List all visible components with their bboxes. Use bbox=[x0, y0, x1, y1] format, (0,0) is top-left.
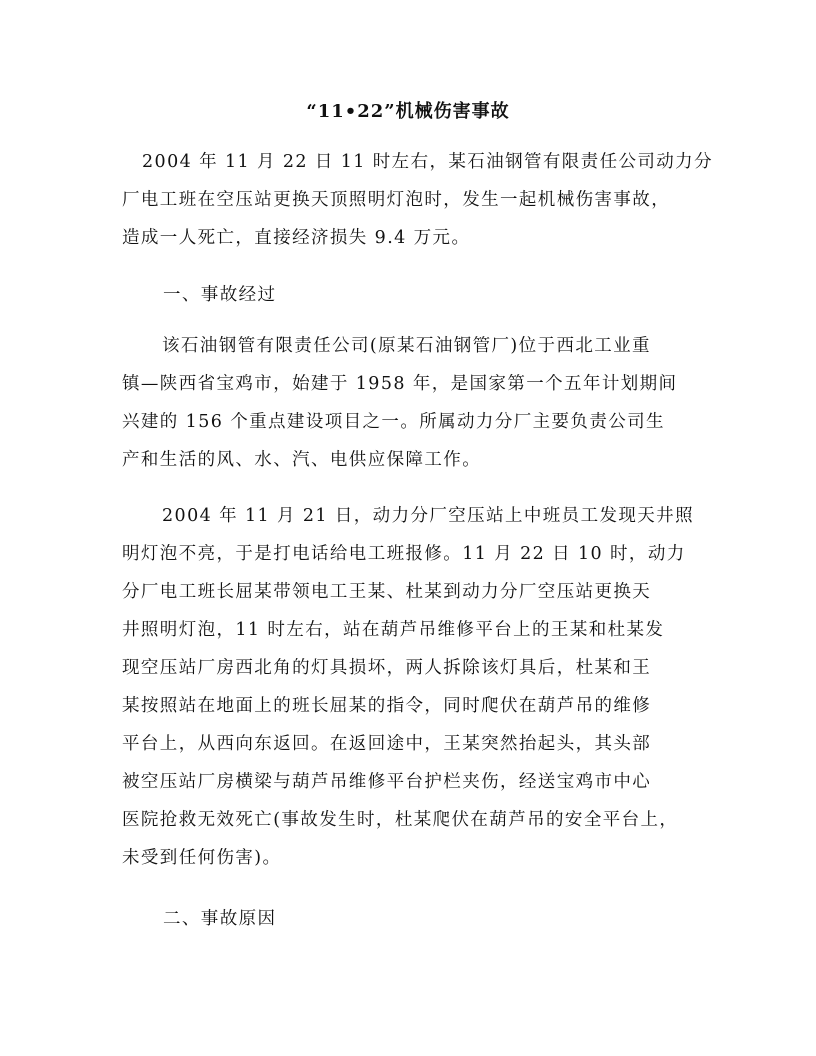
paragraph-line: 该石油钢管有限责任公司(原某石油钢管厂)位于西北工业重 bbox=[162, 336, 651, 356]
paragraph-line: 产和生活的风、水、汽、电供应保障工作。 bbox=[122, 450, 482, 470]
paragraph-line: 2004 年 11 月 21 日，动力分厂空压站上中班员工发现天井照 bbox=[162, 506, 694, 526]
document-title: “11•22”机械伤害事故 bbox=[306, 101, 510, 122]
section-heading-1: 一、事故经过 bbox=[163, 285, 277, 305]
intro-paragraph bbox=[122, 143, 713, 257]
paragraph-line: 兴建的 156 个重点建设项目之一。所属动力分厂主要负责公司生 bbox=[122, 412, 665, 432]
paragraph-line: 厂电工班在空压站更换天顶照明灯泡时，发生一起机械伤害事故， bbox=[122, 190, 671, 210]
paragraph-line: 被空压站厂房横梁与葫芦吊维修平台护栏夹伤，经送宝鸡市中心 bbox=[122, 772, 652, 792]
paragraph-line: 分厂电工班长屈某带领电工王某、杜某到动力分厂空压站更换天 bbox=[122, 582, 652, 602]
paragraph-line: 某按照站在地面上的班长屈某的指令，同时爬伏在葫芦吊的维修 bbox=[122, 696, 652, 716]
paragraph-line: 医院抢救无效死亡(事故发生时，杜某爬伏在葫芦吊的安全平台上， bbox=[122, 810, 679, 830]
paragraph-line: 2004 年 11 月 22 日 11 时左右，某石油钢管有限责任公司动力分 bbox=[142, 152, 713, 172]
paragraph-line: 镇—陕西省宝鸡市，始建于 1958 年，是国家第一个五年计划期间 bbox=[122, 374, 678, 394]
paragraph-line: 明灯泡不亮，于是打电话给电工班报修。11 月 22 日 10 时，动力 bbox=[122, 544, 686, 564]
section-heading-2: 二、事故原因 bbox=[163, 909, 277, 929]
paragraph-line: 平台上，从西向东返回。在返回途中，王某突然抬起头，其头部 bbox=[122, 734, 652, 754]
section1-paragraph-2 bbox=[122, 497, 702, 877]
paragraph-line: 现空压站厂房西北角的灯具损坏，两人拆除该灯具后，杜某和王 bbox=[122, 658, 652, 678]
paragraph-line: 井照明灯泡，11 时左右，站在葫芦吊维修平台上的王某和杜某发 bbox=[122, 620, 665, 640]
section1-paragraph-1 bbox=[122, 327, 702, 479]
paragraph-line: 造成一人死亡，直接经济损失 9.4 万元。 bbox=[122, 228, 471, 248]
paragraph-line: 未受到任何伤害)。 bbox=[122, 848, 282, 868]
